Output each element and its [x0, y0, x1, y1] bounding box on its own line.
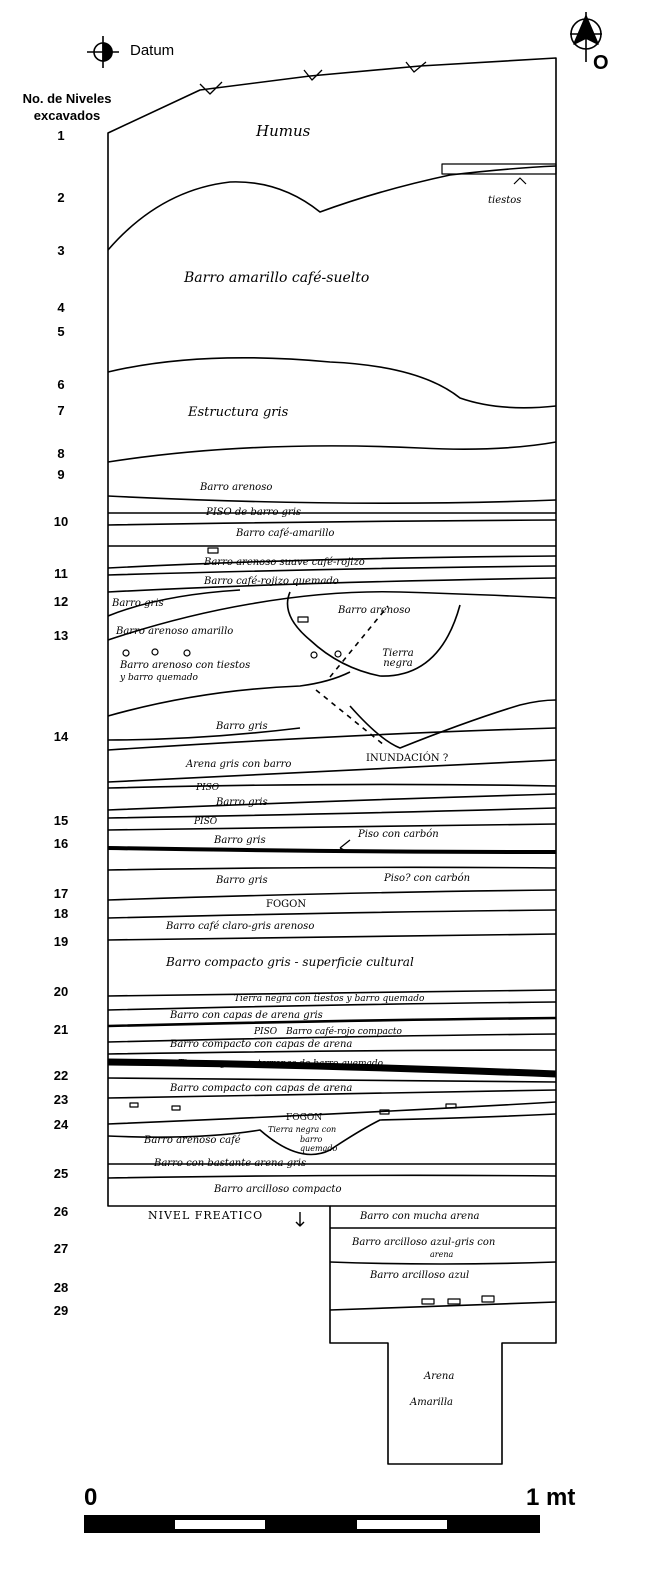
layer-label: Barro arcilloso compacto: [214, 1184, 342, 1195]
level-number: 16: [53, 836, 69, 851]
level-number: 2: [57, 190, 65, 205]
scale-start-label: 0: [84, 1484, 98, 1511]
level-number: 15: [53, 813, 69, 828]
layer-label: Barro café-rojo compacto: [286, 1027, 402, 1037]
level-number: 20: [53, 984, 69, 999]
layer-label: NIVEL FREATICO: [148, 1209, 264, 1222]
level-number: 29: [53, 1303, 69, 1318]
layer-label: Barro arenoso con tiestos: [120, 660, 251, 671]
level-number: 25: [53, 1166, 69, 1181]
level-number: 27: [53, 1241, 69, 1256]
level-number: 23: [53, 1092, 69, 1107]
north-label: O: [593, 52, 609, 74]
layer-label: arena: [430, 1250, 454, 1259]
layer-label: Barro arenoso suave café-rojizo: [204, 557, 365, 568]
layer-label: Tierra negra: [382, 648, 414, 669]
layer-label: FOGON: [286, 1113, 323, 1123]
level-number: 7: [57, 403, 65, 418]
scale-bar: [84, 1515, 540, 1533]
level-number: 18: [53, 906, 69, 921]
layer-label: Humus: [256, 122, 311, 140]
level-number: 26: [53, 1204, 69, 1219]
layer-label: Barro arenoso café: [144, 1135, 241, 1146]
layer-label: Barro gris: [216, 797, 268, 808]
level-number: 19: [53, 934, 69, 949]
layer-label: FOGON: [266, 899, 307, 910]
levels-header: No. de Niveles excavados: [22, 91, 112, 123]
layer-label: quemado: [300, 1144, 338, 1153]
level-number: 5: [57, 324, 65, 339]
layer-label: Piso con carbón: [358, 829, 439, 840]
level-number: 28: [53, 1280, 69, 1295]
layer-label: tiestos: [488, 195, 522, 206]
layer-label: Arena gris con barro: [186, 759, 292, 770]
layer-label: Barro con capas de arena gris: [170, 1010, 323, 1021]
profile-outline: [108, 58, 556, 1464]
level-number: 3: [57, 243, 65, 258]
level-number: 4: [57, 300, 65, 315]
layer-label: PISO: [194, 817, 218, 827]
scale-end-label: 1 mt: [526, 1484, 576, 1511]
level-number: 21: [53, 1022, 69, 1037]
layer-label: Barro arcilloso azul-gris con: [352, 1237, 496, 1248]
layer-label: Barro arcilloso azul: [370, 1270, 470, 1281]
layer-label: Estructura gris: [188, 405, 289, 420]
layer-label: INUNDACIÓN ?: [366, 753, 449, 764]
layer-label: Barro café claro-gris arenoso: [166, 921, 315, 932]
layer-label: barro: [300, 1135, 323, 1144]
layer-label: PISO: [254, 1027, 278, 1037]
layer-label: Barro compacto gris - superficie cultural: [166, 955, 414, 969]
datum-label: Datum: [130, 42, 175, 59]
level-number: 17: [53, 886, 69, 901]
layer-label: Barro arenoso amarillo: [116, 626, 234, 637]
layer-label: y barro quemado: [120, 673, 198, 683]
layer-label: Barro arenoso: [200, 482, 273, 493]
layer-label: Piso? con carbón: [384, 873, 471, 884]
layer-label: PISO de barro gris: [206, 507, 302, 518]
level-number: 24: [53, 1117, 69, 1132]
layer-label: PISO: [196, 783, 220, 793]
level-number: 9: [57, 467, 65, 482]
level-number: 22: [53, 1068, 69, 1083]
layer-label: Barro amarillo café-suelto: [184, 270, 370, 286]
level-number: 14: [53, 729, 69, 744]
layer-label: Barro con bastante arena gris: [154, 1158, 307, 1169]
layer-label: Barro gris: [216, 875, 268, 886]
layer-label: Barro gris: [214, 835, 266, 846]
level-number: 12: [53, 594, 69, 609]
datum-icon: [87, 36, 119, 68]
level-number: 11: [54, 566, 68, 581]
level-number: 8: [57, 446, 65, 461]
layer-label: Amarilla: [410, 1397, 454, 1408]
level-number: 13: [53, 628, 69, 643]
layer-label: Barro café-rojizo quemado: [204, 576, 339, 587]
layer-label: Barro gris: [216, 721, 268, 732]
layer-label: Arena: [424, 1371, 455, 1382]
layer-label: Barro arenoso: [338, 605, 411, 616]
layer-label: Tierra negra con tiestos y barro quemado: [234, 994, 425, 1004]
layer-label: Tierra negra con terrones de barro quemado: [178, 1059, 384, 1069]
layer-label: Barro con mucha arena: [360, 1211, 480, 1222]
level-number: 6: [57, 377, 65, 392]
layer-label: Tierra negra con: [268, 1125, 337, 1134]
layer-label: Barro café-amarillo: [236, 528, 335, 539]
layer-label: Barro compacto con capas de arena: [170, 1039, 353, 1050]
level-number: 10: [53, 514, 69, 529]
layer-label: Barro gris: [112, 598, 164, 609]
layer-label: Barro compacto con capas de arena: [170, 1083, 353, 1094]
level-number: 1: [57, 128, 65, 143]
